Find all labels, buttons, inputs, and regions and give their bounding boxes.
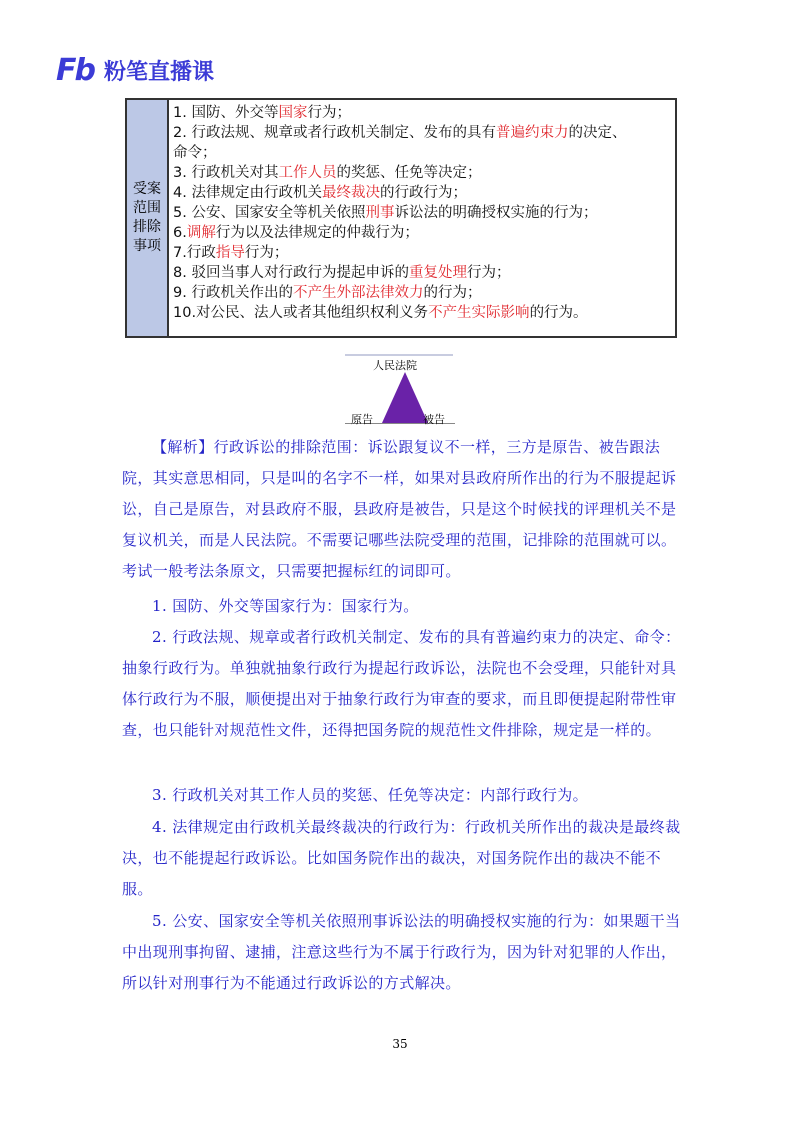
item-paragraph-5: 5. 公安、国家安全等机关依照刑事诉讼法的明确授权实施的行为：如果题干当中出现刑事拘留、逮捕，注意这些行为不属于行政行为，因为针对犯罪的人作出，所以针对刑事行为不能通过行政诉讼的方式解决。 xyxy=(122,912,681,992)
row-text: 7.行政 xyxy=(173,245,216,261)
row-text: 1. 国防、外交等 xyxy=(173,105,279,121)
exclusion-row xyxy=(173,223,671,243)
diagram-top-line xyxy=(345,354,453,356)
row-text: 的行政行为； xyxy=(379,185,467,201)
row-text: 行为以及法律规定的仲裁行为； xyxy=(215,225,419,241)
exclusion-row xyxy=(173,123,671,143)
brand-name: 粉笔直播课 xyxy=(103,60,214,85)
exclusion-row xyxy=(173,243,671,263)
exclusion-row xyxy=(173,183,671,203)
row-text: 行为； xyxy=(307,105,351,121)
highlighted-term: 不产生实际影响 xyxy=(428,305,530,321)
exclusion-row xyxy=(173,103,671,123)
row-text: 的行为。 xyxy=(529,305,588,321)
brand-logo xyxy=(56,53,214,88)
row-text: 8. 驳回当事人对行政行为提起申诉的 xyxy=(173,265,409,281)
row-text: 5. 公安、国家安全等机关依照 xyxy=(173,205,366,221)
row-text: 6. xyxy=(173,225,187,241)
exclusion-row xyxy=(173,143,671,163)
highlighted-term: 不产生外部法律效力 xyxy=(292,285,424,301)
item-paragraph-1: 1. 国防、外交等国家行为：国家行为。 xyxy=(152,597,419,615)
triangle-shape xyxy=(381,372,429,424)
row-text: 10.对公民、法人或者其他组织权利义务 xyxy=(173,305,429,321)
page-number: 35 xyxy=(392,1037,408,1051)
highlighted-term: 工作人员 xyxy=(278,165,337,181)
row-text: 的决定、 xyxy=(568,125,627,141)
highlighted-term: 最终裁决 xyxy=(321,185,380,201)
label-defendant: 被告 xyxy=(423,413,445,426)
highlighted-term: 刑事 xyxy=(365,205,395,221)
row-text: 行为； xyxy=(244,245,289,261)
item-paragraph-3: 3. 行政机关对其工作人员的奖惩、任免等决定：内部行政行为。 xyxy=(152,786,589,804)
highlighted-term: 重复处理 xyxy=(408,265,467,281)
row-text: 行为； xyxy=(466,265,511,281)
label-court: 人民法院 xyxy=(373,359,417,372)
highlighted-term: 国家 xyxy=(278,105,308,121)
table-heading: 受案范围排除事项 xyxy=(133,181,161,254)
highlighted-term: 调解 xyxy=(186,225,216,241)
highlighted-term: 指导 xyxy=(215,245,245,261)
row-text: 3. 行政机关对其 xyxy=(173,165,279,181)
table-body xyxy=(169,100,675,336)
row-text: 诉讼法的明确授权实施的行为； xyxy=(394,205,598,221)
exclusion-row xyxy=(173,283,671,303)
row-text: 2. 行政法规、规章或者行政机关制定、发布的具有 xyxy=(173,125,496,141)
row-text: 命令； xyxy=(173,145,217,161)
fb-logo-mark: Fb xyxy=(56,53,94,88)
table-heading-cell xyxy=(127,100,169,336)
exclusion-table xyxy=(125,98,677,338)
highlighted-term: 普遍约束力 xyxy=(495,125,569,141)
row-text: 的奖惩、任免等决定； xyxy=(336,165,482,181)
row-text: 4. 法律规定由行政机关 xyxy=(173,185,322,201)
exclusion-row xyxy=(173,303,671,323)
item-paragraph-4: 4. 法律规定由行政机关最终裁决的行政行为：行政机关所作出的裁决是最终裁决，也不能提起行政诉讼。比如国务院作出的裁决，对国务院作出的裁决不能不服。 xyxy=(122,818,681,898)
item-paragraph-2: 2. 行政法规、规章或者行政机关制定、发布的具有普遍约束力的决定、命令：抽象行政行为。单独就抽象行政行为提起行政诉讼，法院也不会受理，只能针对具体行政行为不服，顺便提出对于抽象行政行为审查的要求，而且即便提起附带性审查，也只能针对规范性文件，还得把国务院的规范性文件排除，规定是一样的。 xyxy=(122,628,681,739)
row-text: 的行为； xyxy=(423,285,482,301)
exclusion-row xyxy=(173,203,671,223)
court-triangle-diagram xyxy=(345,354,465,426)
row-text: 9. 行政机关作出的 xyxy=(173,285,293,301)
label-plaintiff: 原告 xyxy=(351,413,373,426)
analysis-paragraph: 【解析】行政诉讼的排除范围：诉讼跟复议不一样，三方是原告、被告跟法院，其实意思相同，只是叫的名字不一样，如果对县政府所作出的行为不服提起诉讼，自己是原告，对县政府不服，县政府是被告，只是这个时候找的评理机关不是复议机关，而是人民法院。不需要记哪些法院受理的范围，记排除的范围就可以。考试一般考法条原文，只需要把握标红的词即可。 xyxy=(122,438,677,580)
exclusion-row xyxy=(173,263,671,283)
exclusion-row xyxy=(173,163,671,183)
triangle-polygon xyxy=(382,372,428,423)
